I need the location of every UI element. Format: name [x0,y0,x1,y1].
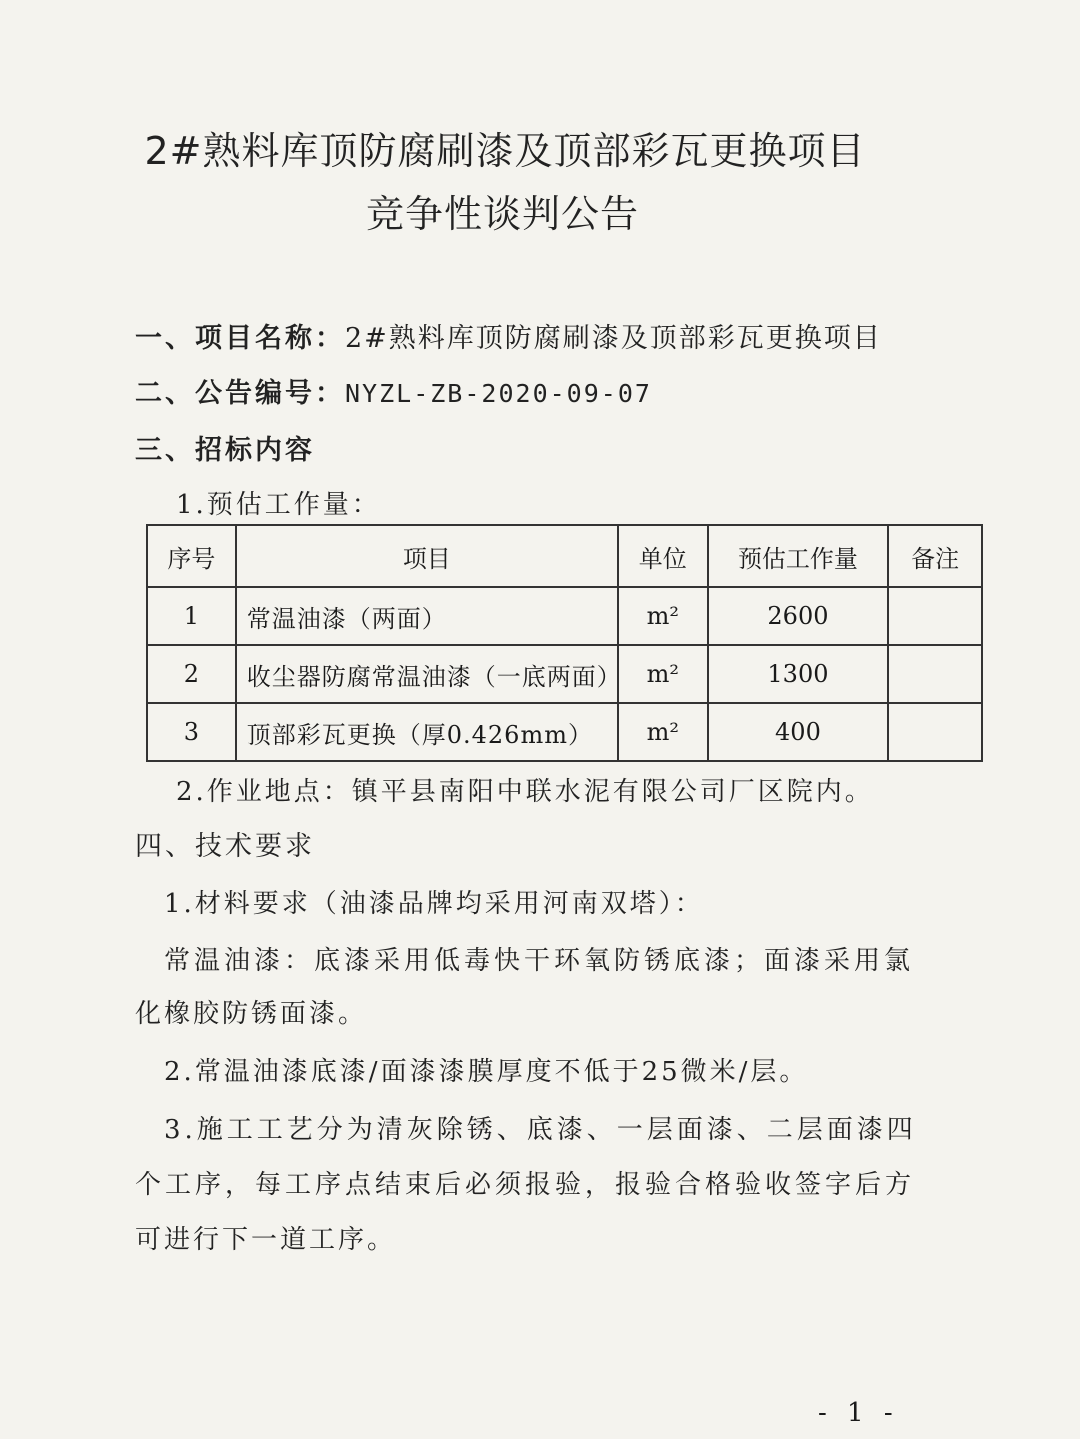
estimated-workload-heading: 1.预估工作量： [176,490,381,520]
cell-qty: 400 [708,703,889,761]
header-no: 序号 [147,525,236,587]
cell-qty: 1300 [708,645,889,703]
section-label: 一、项目名称： [135,323,345,354]
paint-spec-line1: 常温油漆：底漆采用低毒快干环氧防锈底漆；面漆采用氯 [164,946,915,976]
table-row [147,645,982,703]
cell-unit: m² [618,703,708,761]
section-technical-requirements [135,824,315,863]
header-item: 项目 [236,525,618,587]
document-title-line2: 竞争性谈判公告 [365,192,639,236]
section-label: 二、公告编号： [135,378,345,409]
film-thickness-requirement: 2.常温油漆底漆/面漆漆膜厚度不低于25微米/层。 [164,1057,809,1087]
page-number: - 1 - [818,1398,899,1428]
workload-table [146,524,983,762]
section-label: 三、招标内容 [135,435,315,466]
section-label: 四、技术要求 [135,831,315,862]
cell-item: 常温油漆（两面） [236,587,618,645]
header-note: 备注 [888,525,982,587]
cell-unit: m² [618,645,708,703]
header-qty: 预估工作量 [708,525,889,587]
cell-note [888,645,982,703]
cell-note [888,703,982,761]
process-line1: 3.施工工艺分为清灰除锈、底漆、一层面漆、二层面漆四 [164,1115,917,1145]
section-notice-number [135,371,652,410]
cell-item: 收尘器防腐常温油漆（一底两面） [236,645,618,703]
work-location: 2.作业地点：镇平县南阳中联水泥有限公司厂区院内。 [176,777,874,807]
table-row [147,703,982,761]
document-title-line1: 2#熟料库顶防腐刷漆及顶部彩瓦更换项目 [144,129,866,173]
cell-item: 顶部彩瓦更换（厚0.426mm） [236,703,618,761]
cell-no: 3 [147,703,236,761]
cell-no: 2 [147,645,236,703]
material-requirements: 1.材料要求（油漆品牌均采用河南双塔）： [164,889,704,919]
cell-note [888,587,982,645]
section-bid-content [135,428,315,467]
cell-qty: 2600 [708,587,889,645]
paint-spec-line2: 化橡胶防锈面漆。 [135,999,368,1029]
table-row [147,587,982,645]
cell-unit: m² [618,587,708,645]
header-unit: 单位 [618,525,708,587]
section-project-name [135,316,882,355]
cell-no: 1 [147,587,236,645]
notice-number-value: NYZL-ZB-2020-09-07 [345,379,652,408]
project-name-value: 2#熟料库顶防腐刷漆及顶部彩瓦更换项目 [345,323,882,354]
process-line2: 个工序，每工序点结束后必须报验，报验合格验收签字后方 [135,1170,916,1200]
table-header-row [147,525,982,587]
process-line3: 可进行下一道工序。 [135,1225,397,1255]
